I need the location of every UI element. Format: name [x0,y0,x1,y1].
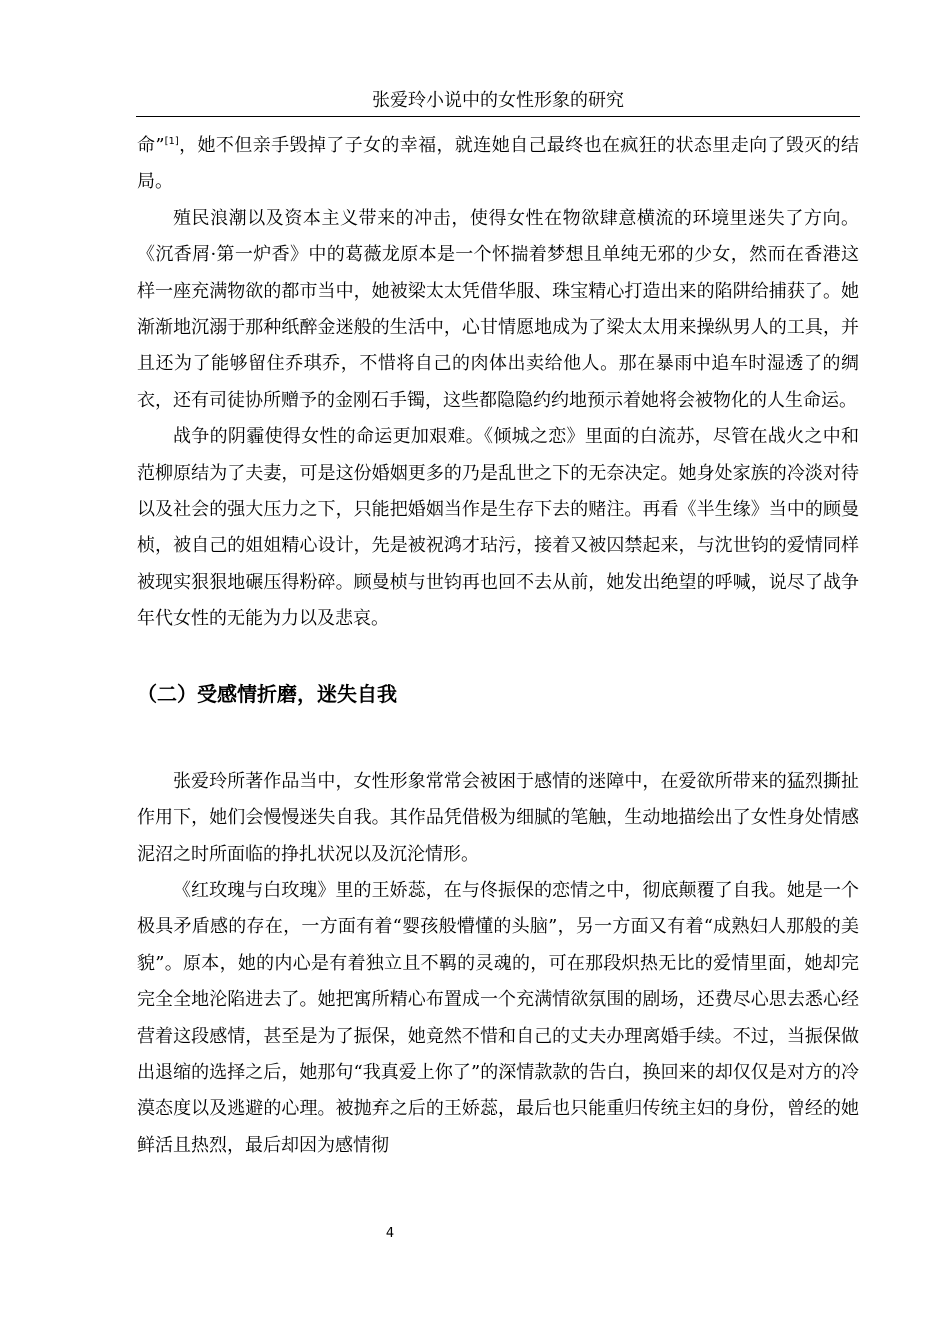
page-number: 4 [385,1226,395,1241]
header-title: 张爱玲小说中的女性形象的研究 [372,90,624,111]
paragraph-emotion-intro: 张爱玲所著作品当中，女性形象常常会被困于感情的迷障中，在爱欲所带来的猛烈撕扯作用下，她们会慢慢迷失自我。其作品凭借极为细腻的笔触，生动地描绘出了女性身处情感泥沼之时所面临的挣扎状况以及沉沦情形。 [137,770,859,865]
citation-marker: [1] [164,136,179,147]
paragraph-text: 命” [137,135,165,156]
running-header [136,88,860,117]
paragraph-text: ，她不但亲手毁掉了子女的幸福，就连她自己最终也在疯狂的状态里走向了毁灭的结局。 [137,135,860,193]
paragraph-colonial: 殖民浪潮以及资本主义带来的冲击，使得女性在物欲肆意横流的环境里迷失了方向。《沉香屑·第一炉香》中的葛薇龙原本是一个怀揣着梦想且单纯无邪的少女，然而在香港这样一座充满物欲的都市当中，她被梁太太凭借华服、珠宝精心打造出来的陷阱给捕获了。她渐渐地沉溺于那种纸醉金迷般的生活中，心甘情愿地成为了梁太太用来操纵男人的工具，并且还为了能够留住乔琪乔，不惜将自己的肉体出卖给他人。那在暴雨中追车时湿透了的绸衣，还有司徒协所赠予的金刚石手镯，这些都隐隐约约地预示着她将会被物化的人生命运。 [137,207,859,411]
document-body [137,128,859,1164]
paragraph-red-rose: 《红玫瑰与白玫瑰》里的王娇蕊，在与佟振保的恋情之中，彻底颠覆了自我。她是一个极具矛盾感的存在，一方面有着“婴孩般懵懂的头脑”，另一方面又有着“成熟妇人那般的美貌”。原本，她的内心是有着独立且不羁的灵魂的，可在那段炽热无比的爱情里面，她却完完全全地沦陷进去了。她把寓所精心布置成一个充满情欲氛围的剧场，还费尽心思去悉心经营着这段感情，甚至是为了振保，她竟然不惜和自己的丈夫办理离婚手续。不过，当振保做出退缩的选择之后，她那句“我真爱上你了”的深情款款的告白，换回来的却仅仅是对方的冷漠态度以及逃避的心理。被抛弃之后的王娇蕊，最后也只能重归传统主妇的身份，曾经的她鲜活且热烈，最后却因为感情彻 [137,879,859,1156]
section-heading: （二）受感情折磨，迷失自我 [137,681,397,706]
paragraph-continuation [137,128,859,201]
paragraph-war: 战争的阴霾使得女性的命运更加艰难。《倾城之恋》里面的白流苏，尽管在战火之中和范柳原结为了夫妻，可是这份婚姻更多的乃是乱世之下的无奈决定。她身处家族的冷淡对待以及社会的强大压力之下，只能把婚姻当作是生存下去的赌注。再看《半生缘》当中的顾曼桢，被自己的姐姐精心设计，先是被祝鸿才玷污，接着又被囚禁起来，与沈世钧的爱情同样被现实狠狠地碾压得粉碎。顾曼桢与世钧再也回不去从前，她发出绝望的呼喊，说尽了战争年代女性的无能为力以及悲哀。 [137,426,859,630]
